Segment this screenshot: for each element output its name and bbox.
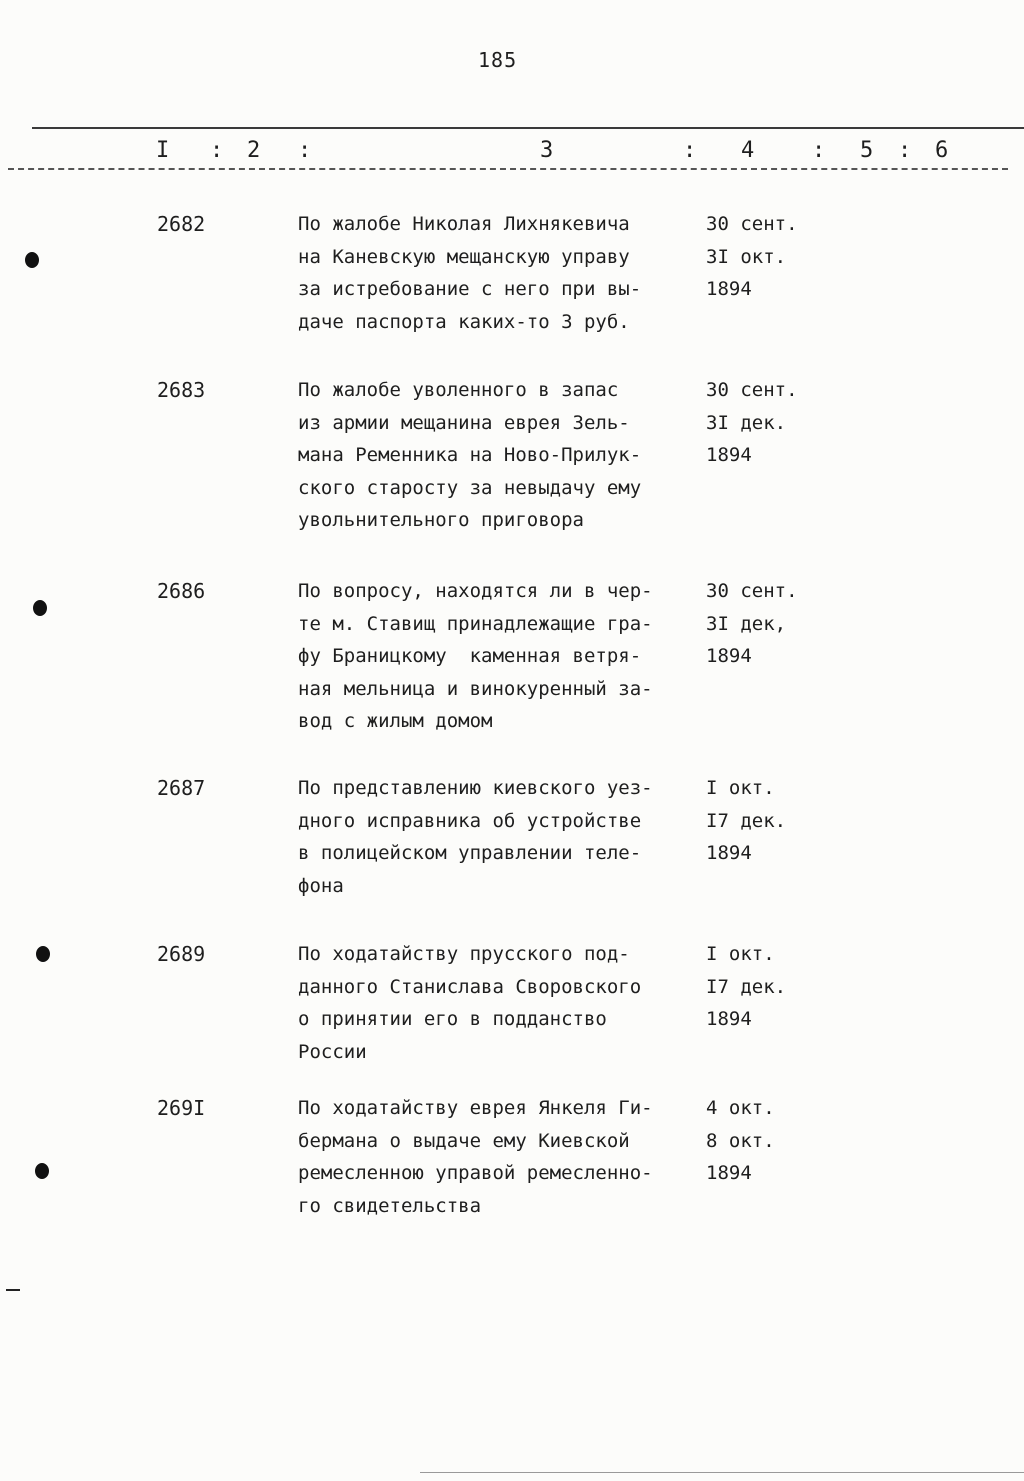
header-rule-bottom xyxy=(8,168,1008,170)
entry-number: 269I xyxy=(157,1096,206,1120)
entry-dates: 30 сент. 3I окт. 1894 xyxy=(706,213,798,300)
entry-dates: 30 сент. 3I дек. 1894 xyxy=(706,379,798,466)
column-header-1: I xyxy=(156,138,170,163)
punch-hole xyxy=(25,252,39,268)
entry-number: 2686 xyxy=(157,579,206,603)
entry-description: По ходатайству еврея Янкеля Ги- бермана о выдаче ему Киевской ремесленною управой ремесленно- го свидетельства xyxy=(298,1097,653,1217)
entry-number: 2687 xyxy=(157,776,206,800)
entry-description: По ходатайству прусского под- данного Станислава Своровского о принятии его в подданство России xyxy=(298,943,642,1063)
entry-number: 2683 xyxy=(157,378,206,402)
page-number: 185 xyxy=(478,48,518,72)
column-header-6: 6 xyxy=(935,138,949,163)
entry-description: По представлению киевского уез- дного исправника об устройстве в полицейском управлении теле- фона xyxy=(298,777,653,897)
column-header-5: 5 xyxy=(860,138,874,163)
entry-number: 2682 xyxy=(157,212,206,236)
entry-description: По жалобе уволенного в запас из армии мещанина еврея Зель- мана Ременника на Ново-Прилук- ского старосту за невыдачу ему увольнительного приговора xyxy=(298,379,642,531)
entry-dates: I окт. I7 дек. 1894 xyxy=(706,943,787,1030)
page-edge xyxy=(420,1472,1024,1473)
entry-dates: 4 окт. 8 окт. 1894 xyxy=(706,1097,775,1184)
entry-description: По жалобе Николая Лихнякевича на Каневскую мещанскую управу за истребование с него при вы- даче паспорта каких-то 3 руб. xyxy=(298,213,642,333)
entry-dates: I окт. I7 дек. 1894 xyxy=(706,777,787,864)
entry-description: По вопросу, находятся ли в чер- те м. Ставищ принадлежащие гра- фу Браницкому каменная ветря- ная мельница и винокуренный за- вод с жилым домом xyxy=(298,580,653,732)
column-header-3: 3 xyxy=(540,138,554,163)
column-header-2: 2 xyxy=(247,138,261,163)
punch-hole xyxy=(35,1163,49,1179)
entry-dates: 30 сент. 3I дек, 1894 xyxy=(706,580,798,667)
punch-hole xyxy=(33,600,47,616)
column-separator: : xyxy=(812,138,826,163)
punch-hole xyxy=(36,946,50,962)
header-rule-top xyxy=(32,127,1024,129)
entry-number: 2689 xyxy=(157,942,206,966)
column-separator: : xyxy=(898,138,912,163)
margin-mark xyxy=(6,1289,20,1291)
column-header-4: 4 xyxy=(741,138,755,163)
column-separator: : xyxy=(210,138,224,163)
column-separator: : xyxy=(298,138,312,163)
column-separator: : xyxy=(683,138,697,163)
